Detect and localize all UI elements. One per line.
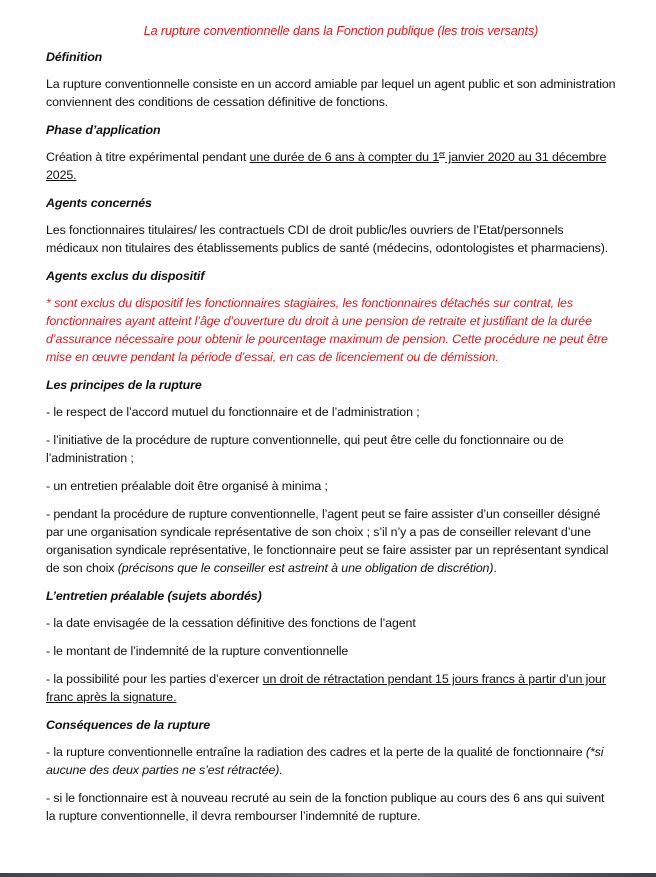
phase-text-intro: Création à titre expérimental pendant — [46, 150, 250, 164]
phase-dates-b: janvier 2020 au 31 décembre 2025. — [46, 150, 607, 182]
definition-text: La rupture conventionnelle consiste en un accord amiable par lequel un agent public et son administration conviennent des conditions de cessation définitive de fonctions. — [46, 77, 616, 109]
heading-excluded: Agents exclus du dispositif — [46, 269, 205, 283]
heading-phase: Phase d’application — [46, 123, 161, 137]
principles-item-1: - le respect de l’accord mutuel du fonctionnaire et de l’administration ; — [46, 405, 420, 419]
interview-item-3 — [46, 670, 616, 706]
interview-item-3-text: - la possibilité pour les parties d’exercer — [46, 672, 263, 686]
principles-item-4 — [46, 505, 616, 577]
consequences-item-1 — [46, 743, 616, 779]
heading-interview: L’entretien préalable (sujets abordés) — [46, 589, 262, 603]
consequences-item-1-italic: (*si aucune des deux parties ne s’est rétractée). — [46, 745, 604, 777]
consequences-item-2: - si le fonctionnaire est à nouveau recruté au sein de la fonction publique au cours des 6 ans qui suivent la rupture conventionnelle, il devra rembourser l’indemnité de rupture. — [46, 791, 605, 823]
principles-item-3: - un entretien préalable doit être organisé à minima ; — [46, 479, 328, 493]
heading-principles: Les principes de la rupture — [46, 378, 202, 392]
interview-item-1: - la date envisagée de la cessation définitive des fonctions de l’agent — [46, 616, 416, 630]
interview-item-2: - le montant de l’indemnité de la rupture conventionnelle — [46, 644, 349, 658]
window-bottom-bar — [0, 873, 656, 877]
interview-item-3-underlined: un droit de rétractation pendant 15 jours francs à partir d’un jour franc après la signature. — [46, 672, 606, 704]
agents-text: Les fonctionnaires titulaires/ les contractuels CDI de droit public/les ouvriers de l’Etat/personnels médicaux non titulaires des établissements publics de santé (médecins, odontologistes et pharmaciens). — [46, 223, 609, 255]
phase-text — [46, 148, 616, 184]
consequences-item-1-text: - la rupture conventionnelle entraîne la radiation des cadres et la perte de la qualité de fonctionnaire — [46, 745, 586, 759]
document-page — [46, 18, 616, 835]
heading-consequences: Conséquences de la rupture — [46, 718, 211, 732]
heading-definition: Définition — [46, 50, 103, 64]
document-title: La rupture conventionnelle dans la Fonction publique (les trois versants) — [143, 24, 539, 38]
heading-agents: Agents concernés — [46, 196, 152, 210]
phase-dates-sup: er — [439, 151, 446, 158]
principles-item-2: - l’initiative de la procédure de rupture conventionnelle, qui peut être celle du fonctionnaire ou de l’administration ; — [46, 433, 564, 465]
principles-item-4-italic: (précisons que le conseiller est astreint à une obligation de discrétion) — [117, 561, 494, 575]
principles-item-4-text: - pendant la procédure de rupture conventionnelle, l’agent peut se faire assister d’un conseiller désigné par une organisation syndicale représentative de son choix ; s’il n’y a pas de conseiller relevant d’une organisation syndicale représentative, le fonctionnaire peut se faire assister par un représentant syndical de son choix — [46, 507, 609, 575]
principles-item-4-end: . — [493, 561, 497, 575]
excluded-text: * sont exclus du dispositif les fonctionnaires stagiaires, les fonctionnaires détachés sur contrat, les fonctionnaires ayant atteint l’âge d’ouverture du droit à une pension de retraite et justifiant de la durée d’assurance nécessaire pour obtenir le pourcentage maximum de pension. Cette procédure ne peut être mise en œuvre pendant la période d’essai, en cas de licenciement ou de démission. — [46, 296, 608, 364]
phase-dates-a: une durée de 6 ans à compter du 1 — [249, 150, 440, 164]
